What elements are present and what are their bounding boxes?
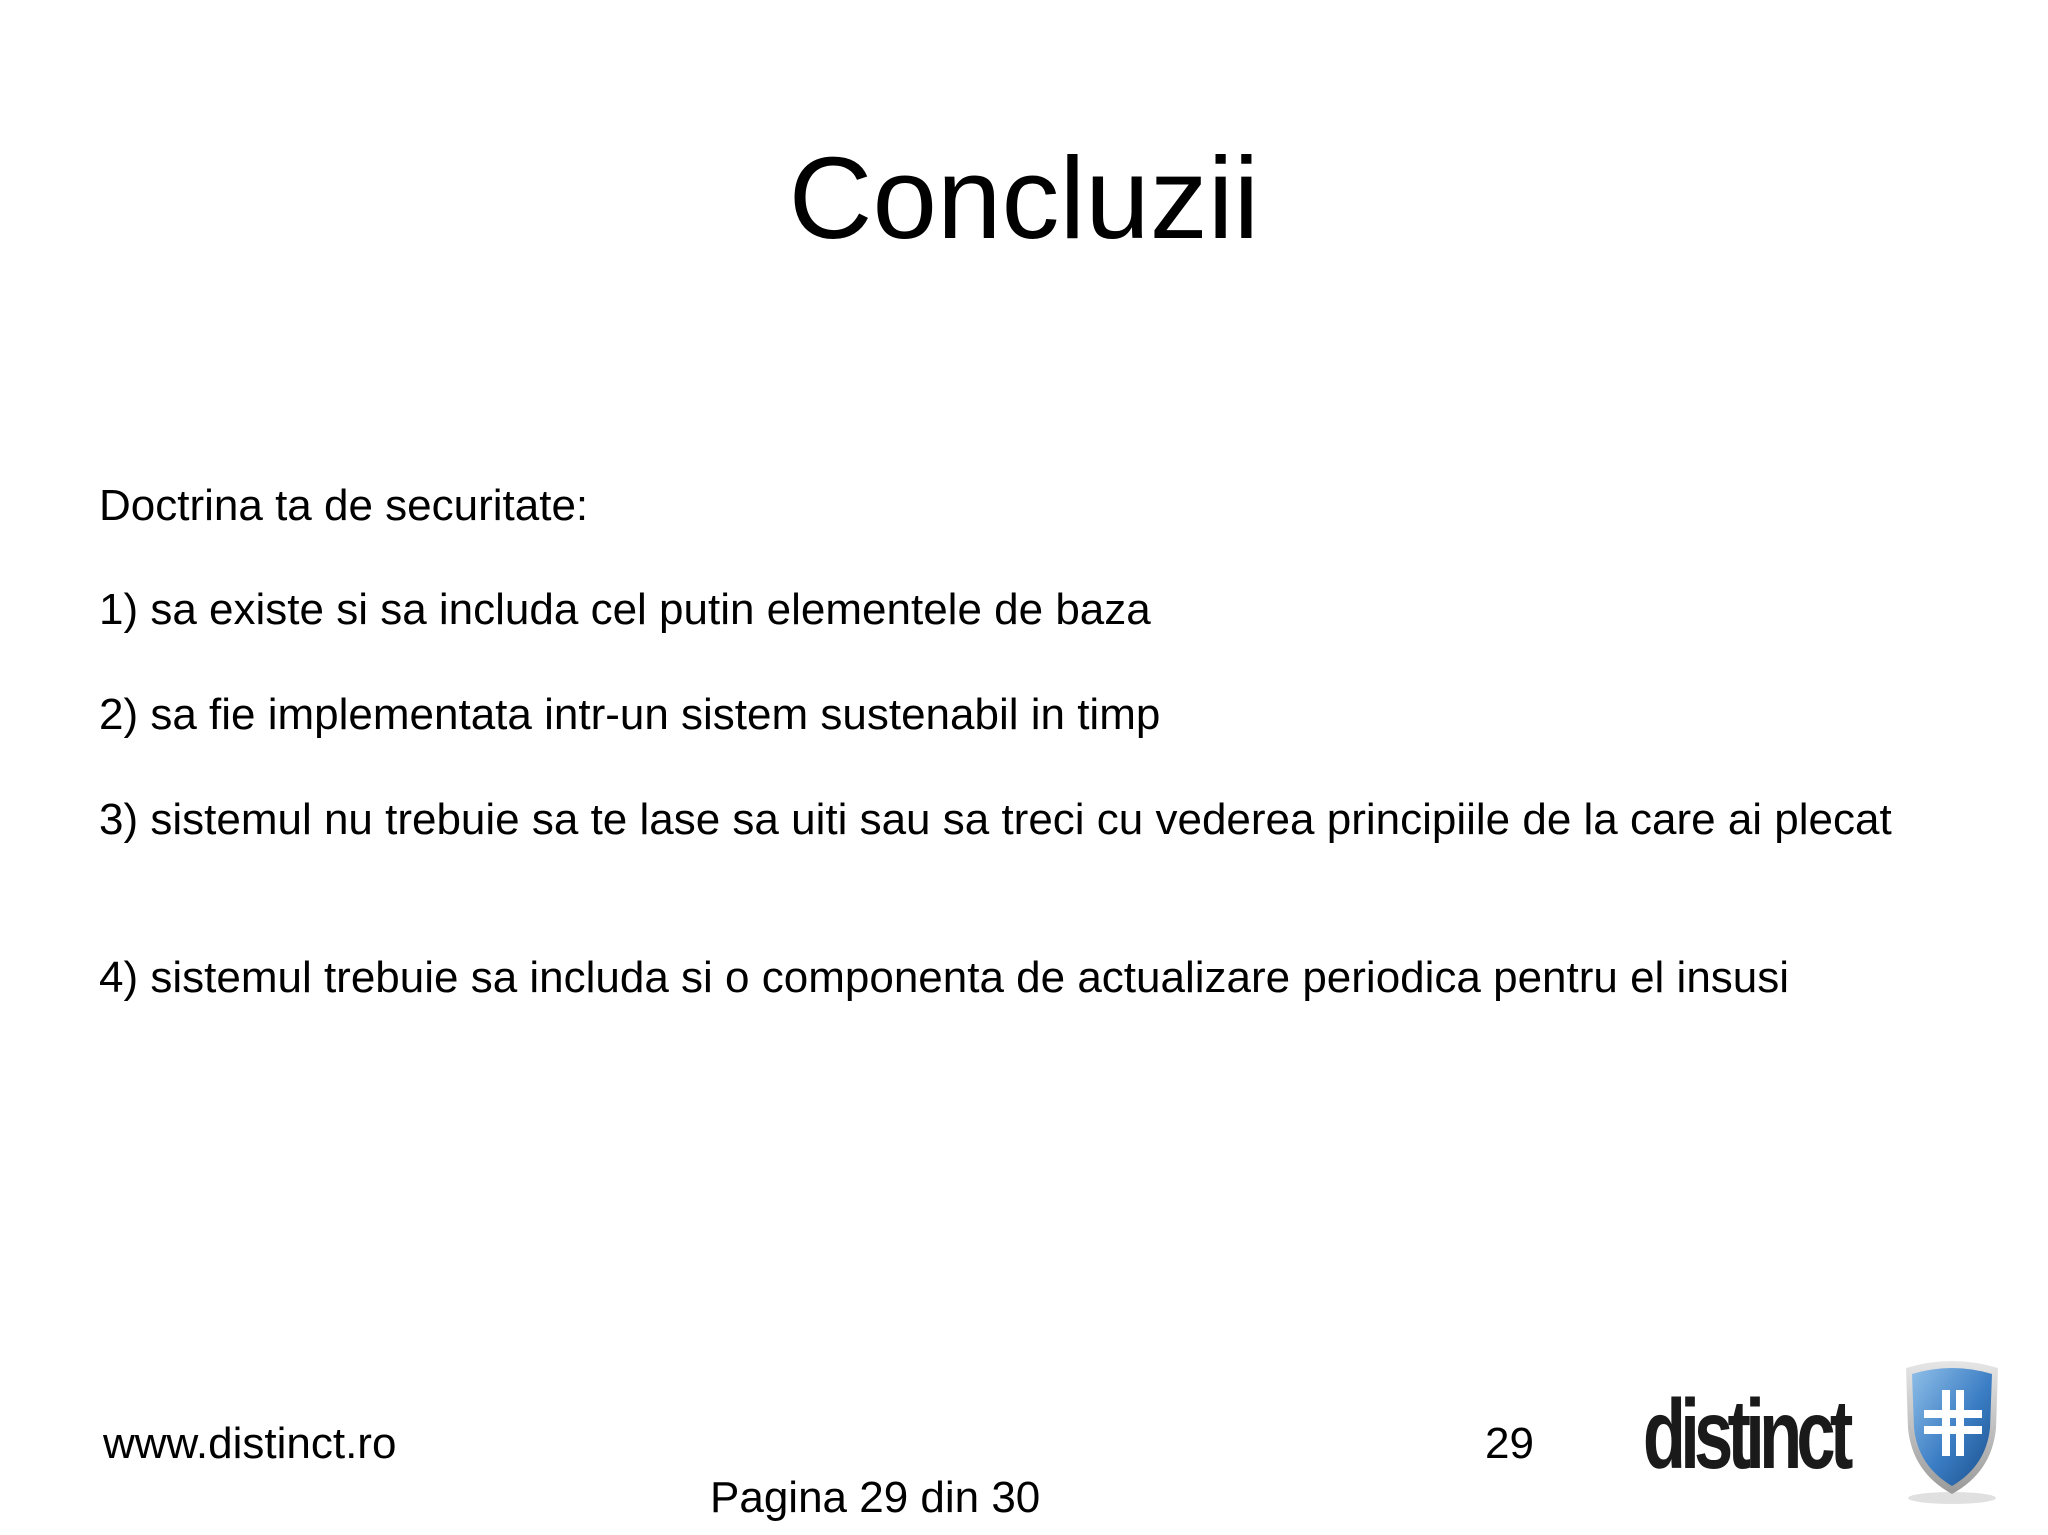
footer-url: www.distinct.ro: [103, 1419, 397, 1468]
list-item-2: 2) sa fie implementata intr-un sistem sustenabil in timp: [99, 690, 1161, 739]
page-label: Pagina 29 din 30: [710, 1473, 1041, 1522]
list-item-1: 1) sa existe si sa includa cel putin elementele de baza: [99, 585, 1151, 634]
list-item-4: 4) sistemul trebuie sa includa si o componenta de actualizare periodica pentru el insusi: [99, 953, 1790, 1002]
intro-text: Doctrina ta de securitate:: [99, 481, 589, 530]
shield-cross-icon: [1906, 1361, 1998, 1504]
distinct-logo-graphic: [1640, 1350, 2020, 1510]
slide-number: 29: [1485, 1419, 1534, 1468]
list-item-3: 3) sistemul nu trebuie sa te lase sa uiti sau sa treci cu vederea principiile de la care ai plecat: [99, 795, 1892, 844]
slide-title: Concluzii: [788, 133, 1260, 263]
distinct-logo: [1640, 1350, 2020, 1510]
logo-wordmark: distinct: [1642, 1380, 1848, 1490]
